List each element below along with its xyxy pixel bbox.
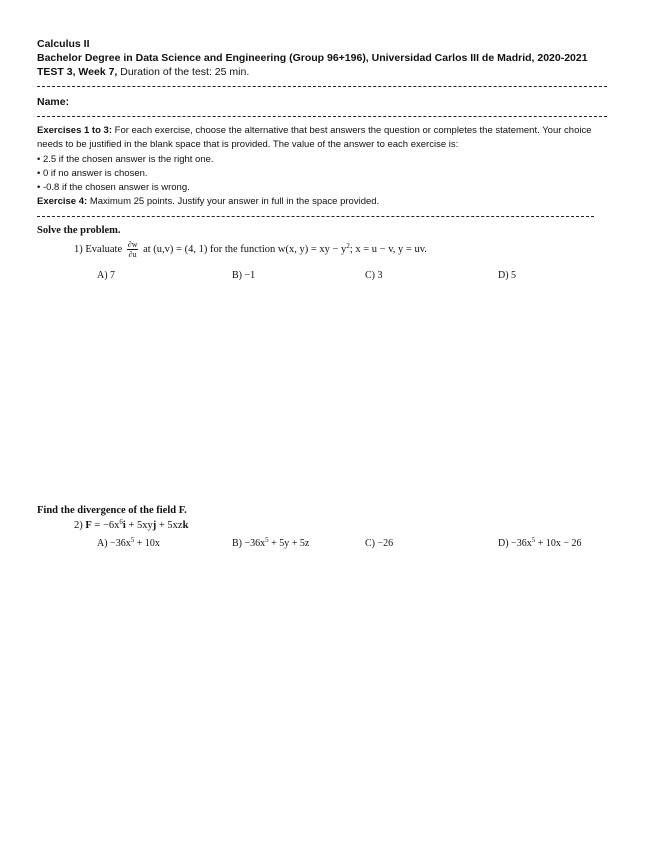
exercise4-line bbox=[37, 195, 379, 209]
vector-field: F bbox=[85, 520, 92, 531]
exponent: 5 bbox=[130, 536, 135, 544]
exercises-label: Exercises 1 to 3: bbox=[37, 125, 112, 136]
question-2 bbox=[74, 520, 188, 531]
degree-line: Bachelor Degree in Data Science and Engineering (Group 96+196), Universidad Carlos III de Madrid, 2020-2021 bbox=[37, 52, 588, 64]
exponent: 2 bbox=[346, 241, 350, 250]
field-term: + 5xz bbox=[156, 520, 183, 531]
section-title: Find the divergence of the field F. bbox=[37, 505, 187, 516]
question-text-end: ; x = u − v, y = uv. bbox=[349, 243, 427, 255]
choice-d[interactable] bbox=[498, 538, 581, 549]
partial-derivative bbox=[127, 240, 139, 259]
choice-a[interactable] bbox=[97, 538, 160, 549]
question-1 bbox=[74, 240, 427, 259]
choice-text: A) −36x bbox=[97, 538, 131, 549]
choice-b[interactable]: B) −1 bbox=[232, 270, 256, 281]
exercise4-label: Exercise 4: bbox=[37, 196, 88, 207]
choice-d[interactable]: D) 5 bbox=[498, 270, 517, 281]
fraction-denominator: ∂u bbox=[128, 250, 137, 259]
unit-vector-j: j bbox=[152, 520, 157, 531]
question-number: 2) bbox=[74, 520, 86, 531]
choice-text: B) −36x bbox=[232, 538, 266, 549]
choice-c[interactable]: C) −26 bbox=[365, 538, 394, 549]
exponent: 6 bbox=[119, 518, 123, 526]
test-line bbox=[37, 66, 249, 79]
section-title: Solve the problem. bbox=[37, 225, 121, 236]
field-term: + 5xy bbox=[125, 520, 153, 531]
divider bbox=[37, 86, 607, 87]
divider bbox=[37, 216, 594, 217]
divider bbox=[37, 116, 607, 117]
exercise4-text: Maximum 25 points. Justify your answer in full in the space provided. bbox=[87, 196, 380, 207]
test-label: TEST 3, Week 7, bbox=[37, 66, 118, 78]
bullet-item: • 0 if no answer is chosen. bbox=[37, 168, 148, 179]
bullet-item: • 2.5 if the chosen answer is the right one. bbox=[37, 154, 214, 165]
choice-text: D) −36x bbox=[498, 538, 532, 549]
instructions-text: For each exercise, choose the alternative that best answers the question or completes the statement. Your choice bbox=[112, 125, 592, 136]
fraction-numerator: ∂w bbox=[127, 240, 138, 249]
name-label: Name: bbox=[37, 96, 70, 108]
bullet-item: • -0.8 if the chosen answer is wrong. bbox=[37, 182, 190, 193]
question-number: 1) Evaluate bbox=[74, 243, 123, 255]
choice-b[interactable] bbox=[232, 538, 309, 549]
choice-a[interactable]: A) 7 bbox=[97, 270, 116, 281]
course-title: Calculus II bbox=[37, 38, 90, 50]
choice-c[interactable]: C) 3 bbox=[365, 270, 383, 281]
instructions-line-1 bbox=[37, 124, 592, 138]
instructions-line-2: needs to be justified in the blank space that is provided. The value of the answer to each exercise is: bbox=[37, 139, 459, 150]
choice-text: + 10x bbox=[134, 538, 160, 549]
exponent: 5 bbox=[531, 536, 536, 544]
exponent: 5 bbox=[265, 536, 269, 544]
field-term: = −6x bbox=[91, 520, 120, 531]
unit-vector-k: k bbox=[182, 520, 189, 531]
choice-text: + 10x − 26 bbox=[535, 538, 582, 549]
test-duration: Duration of the test: 25 min. bbox=[117, 66, 250, 78]
unit-vector-i: i bbox=[122, 520, 126, 531]
question-text: at (u,v) = (4, 1) for the function w(x, y) = xy − y bbox=[143, 243, 347, 255]
choice-text: + 5y + 5z bbox=[268, 538, 310, 549]
